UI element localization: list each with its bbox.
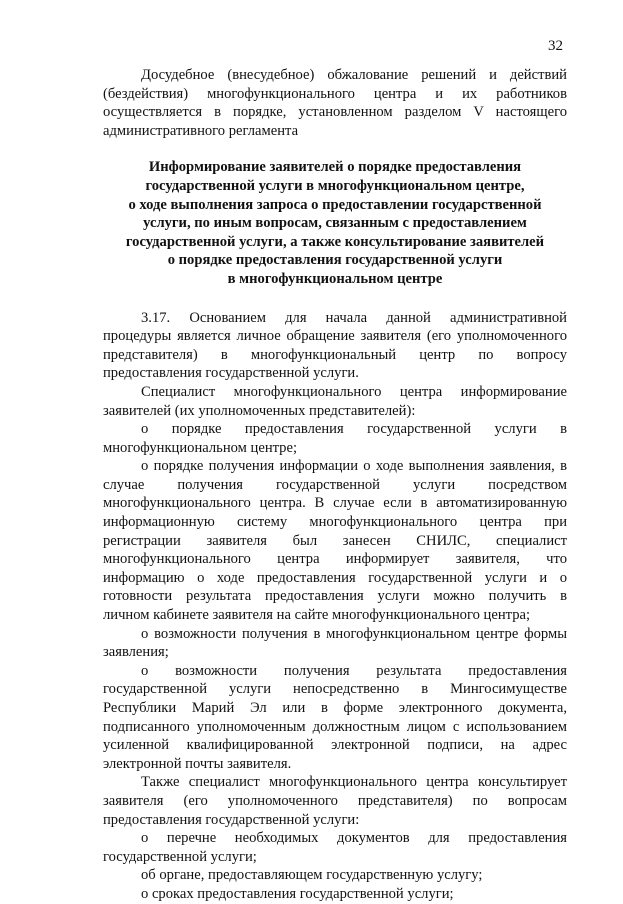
text-line: административного регламента bbox=[103, 122, 299, 139]
text-line: осуществляется в порядке, установленном разделом V настоящего bbox=[103, 104, 567, 121]
heading-line: о порядке предоставления государственной услуги bbox=[167, 252, 503, 269]
text-line: усиленной квалифицированной электронной подписи, на адрес bbox=[103, 737, 567, 754]
text-line: многофункционального центра. В случае если в автоматизированную bbox=[103, 495, 567, 512]
body-text bbox=[103, 309, 567, 904]
text-line: электронной почты заявителя. bbox=[103, 755, 292, 772]
heading-line: услуги, по иным вопросам, связанным с предоставлением bbox=[143, 215, 527, 232]
text-line: о порядке предоставления государственной услуги в bbox=[141, 421, 567, 438]
text-line: информацию о ходе предоставления государственной услуги и о bbox=[103, 569, 567, 586]
text-line: о сроках предоставления государственной услуги; bbox=[141, 885, 454, 902]
text-line: 3.17. Основанием для начала данной административной bbox=[141, 309, 567, 326]
intro-paragraph bbox=[103, 66, 567, 140]
text-line: предоставления государственной услуги: bbox=[103, 811, 360, 828]
heading-line: государственной услуги, а также консультирование заявителей bbox=[125, 233, 545, 250]
text-line: личном кабинете заявителя на сайте многофункционального центра; bbox=[103, 607, 531, 624]
text-line: подписанного уполномоченным должностным лицом с использованием bbox=[103, 718, 567, 735]
text-line: Специалист многофункционального центра информирование bbox=[141, 383, 567, 400]
document-body bbox=[103, 66, 567, 904]
text-line: государственной услуги непосредственно в Мингосимуществе bbox=[103, 681, 567, 698]
text-line: о возможности получения в многофункциональном центре формы bbox=[141, 625, 567, 642]
text-line: заявителей (их уполномоченных представителей): bbox=[103, 402, 416, 419]
heading-line: о ходе выполнения запроса о предоставлении государственной bbox=[128, 196, 542, 213]
heading-line: в многофункциональном центре bbox=[227, 270, 443, 287]
text-line: многофункциональном центре; bbox=[103, 439, 298, 456]
text-line: процедуры является личное обращение заявителя (его уполномоченного bbox=[103, 328, 567, 345]
page-number: 32 bbox=[548, 38, 563, 54]
text-line: о перечне необходимых документов для предоставления bbox=[141, 830, 567, 847]
text-line: государственной услуги; bbox=[103, 848, 257, 865]
text-line: об органе, предоставляющем государственную услугу; bbox=[141, 867, 483, 884]
text-line: регистрации заявителя был занесен СНИЛС, специалист bbox=[103, 532, 567, 549]
text-line: предоставления государственной услуги. bbox=[103, 365, 359, 382]
text-line: готовности результата предоставления услуги можно получить в bbox=[103, 588, 567, 605]
text-line: случае получения государственной услуги посредством bbox=[103, 476, 567, 493]
text-line: представителя) в многофункциональный центр по вопросу bbox=[103, 346, 567, 363]
text-line: Досудебное (внесудебное) обжалование решений и действий bbox=[141, 67, 567, 83]
text-line: Республики Марий Эл или в форме электронного документа, bbox=[103, 700, 567, 716]
text-line: заявителя (его уполномоченного представителя) по вопросам bbox=[103, 792, 567, 809]
text-line: многофункционального центра информирует заявителя, что bbox=[103, 551, 567, 568]
text-line: (бездействия) многофункционального центра и их работников bbox=[103, 85, 567, 102]
text-line: информационную систему многофункционального центра при bbox=[103, 514, 567, 531]
text-line: заявления; bbox=[103, 644, 169, 661]
text-line: о порядке получения информации о ходе выполнения заявления, в bbox=[141, 458, 567, 475]
heading-line: государственной услуги в многофункциональном центре, bbox=[145, 177, 525, 194]
text-line: Также специалист многофункционального центра консультирует bbox=[141, 774, 567, 791]
heading-line: Информирование заявителей о порядке предоставления bbox=[148, 159, 522, 176]
text-line: о возможности получения результата предоставления bbox=[141, 662, 567, 679]
section-heading bbox=[103, 158, 567, 288]
